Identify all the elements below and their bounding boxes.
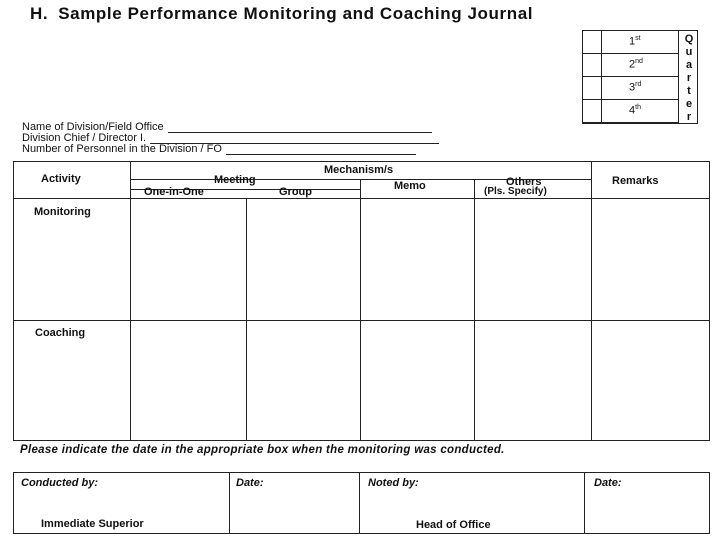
- others-specify-note: (Pls. Specify): [484, 186, 547, 197]
- quarter-label-3: 3rd: [629, 81, 642, 94]
- quarter-label-2: 2nd: [629, 58, 643, 71]
- quarter-row-3[interactable]: [583, 77, 679, 100]
- section-letter: H.: [30, 4, 49, 23]
- personnel-label: Number of Personnel in the Division / FO: [22, 143, 222, 155]
- chief-label: Division Chief / Director I.: [22, 132, 147, 144]
- monitoring-memo-cell[interactable]: [361, 199, 473, 319]
- coaching-one-in-one-cell[interactable]: [131, 321, 245, 439]
- coaching-group-cell[interactable]: [247, 321, 359, 439]
- group-header: Group: [279, 186, 312, 198]
- division-label: Name of Division/Field Office: [22, 121, 164, 133]
- title-text: Sample Performance Monitoring and Coaching Journal: [58, 4, 534, 23]
- personnel-field: [22, 143, 416, 155]
- page-title: [30, 4, 533, 24]
- remarks-header: Remarks: [612, 175, 659, 187]
- quarter-word-divider: [678, 31, 679, 123]
- coaching-remarks-cell[interactable]: [592, 321, 707, 439]
- monitoring-remarks-cell[interactable]: [592, 199, 707, 319]
- coaching-memo-cell[interactable]: [361, 321, 473, 439]
- sig-divider-3: [584, 473, 585, 533]
- activity-header: Activity: [41, 173, 81, 185]
- quarter-vertical-word: Q u a r t e r: [684, 33, 694, 123]
- monitoring-others-cell[interactable]: [475, 199, 590, 319]
- quarter-label-1: 1st: [629, 35, 641, 48]
- monitoring-row-label: Monitoring: [34, 206, 91, 218]
- personnel-input-line[interactable]: [226, 144, 416, 155]
- head-of-office-label: Head of Office: [416, 519, 491, 531]
- coaching-others-cell[interactable]: [475, 321, 590, 439]
- journal-table: [13, 161, 710, 441]
- quarter-label-4: 4th: [629, 104, 641, 117]
- date-label-2: Date:: [594, 477, 622, 489]
- monitoring-group-cell[interactable]: [247, 199, 359, 319]
- quarter-row-2[interactable]: [583, 54, 679, 77]
- quarter-checkbox-divider: [601, 31, 602, 123]
- conducted-by-label: Conducted by:: [21, 477, 98, 489]
- sig-divider-2: [359, 473, 360, 533]
- sig-divider-1: [229, 473, 230, 533]
- memo-header: Memo: [394, 180, 426, 192]
- meeting-header: Meeting: [214, 174, 256, 186]
- instruction-note: Please indicate the date in the appropriate box when the monitoring was conducted.: [20, 444, 505, 456]
- signature-block: [13, 472, 710, 534]
- mechanism-header: Mechanism/s: [324, 164, 394, 176]
- noted-by-label: Noted by:: [368, 477, 419, 489]
- immediate-superior-label: Immediate Superior: [41, 518, 144, 530]
- date-label-1: Date:: [236, 477, 264, 489]
- monitoring-one-in-one-cell[interactable]: [131, 199, 245, 319]
- quarter-row-4[interactable]: [583, 100, 679, 123]
- quarter-row-1[interactable]: [583, 31, 679, 54]
- quarter-box: [582, 30, 698, 124]
- coaching-row-label: Coaching: [35, 327, 86, 339]
- others-header: Others: [506, 176, 542, 188]
- one-in-one-header: One-in-One: [144, 186, 204, 198]
